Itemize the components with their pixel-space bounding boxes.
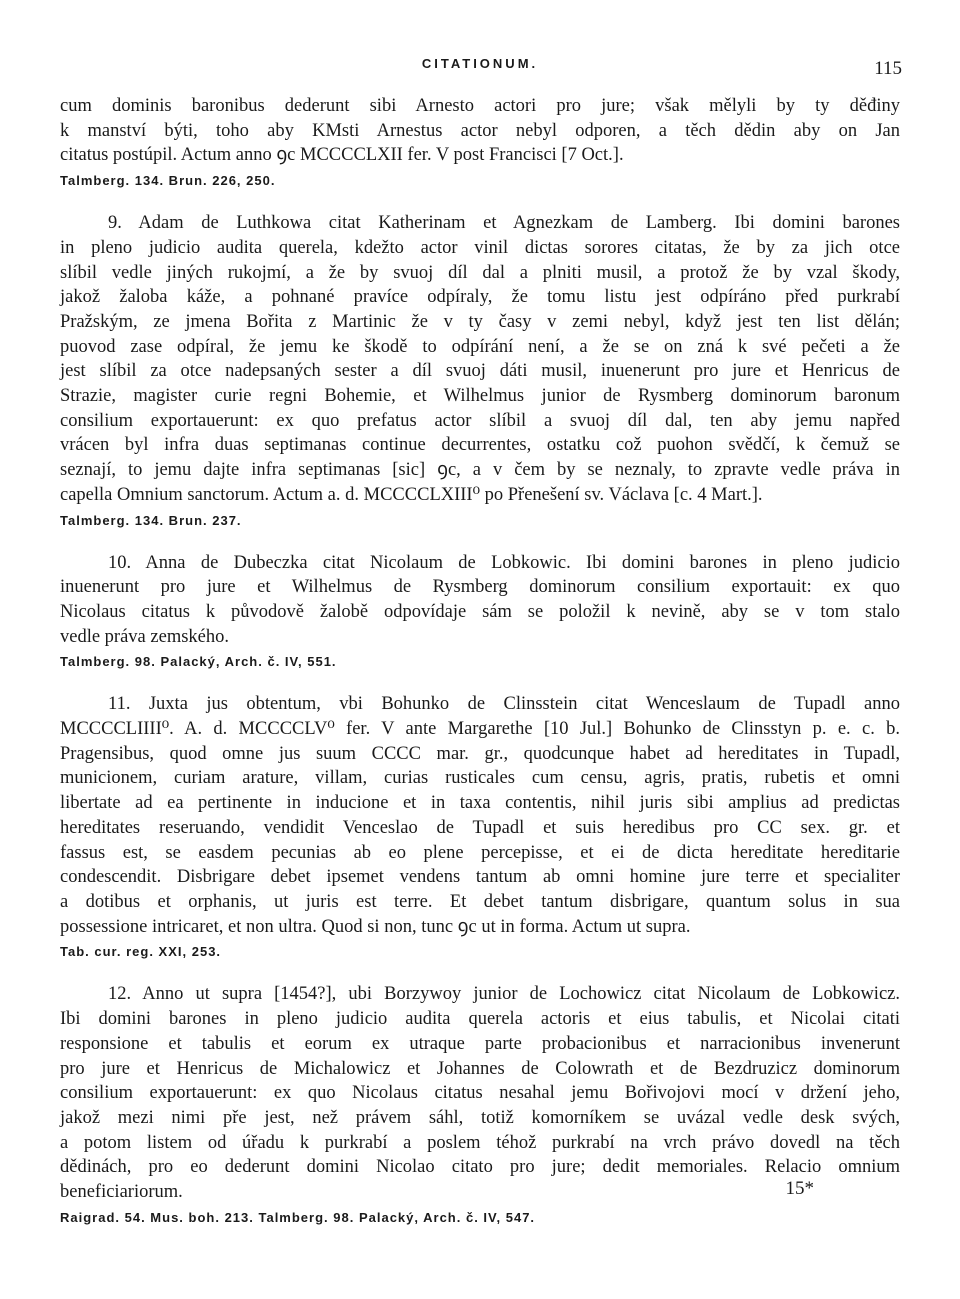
- signature-mark: 15*: [785, 1178, 814, 1199]
- source-reference: Talmberg. 98. Palacký, Arch. č. IV, 551.: [60, 654, 337, 670]
- entry-gap: [60, 528, 900, 551]
- text-line: Pragensibus, quod omne jus suum CCCC mar. gr., quodcunque habet ad hereditates in Tupadl,: [60, 743, 900, 764]
- text-line: a potom listem od úřadu k purkrabí a poslem téhož purkrabí na vrch právo dovedl na těch: [60, 1132, 900, 1153]
- text-line: vedle práva zemského.: [60, 626, 229, 647]
- text-line: k manství býti, toho aby KMsti Arnestus actor nebyl odporen, a těch dědin aby on Jan: [60, 120, 900, 141]
- text-line: 9. Adam de Luthkowa citat Katherinam et Agnezkam de Lamberg. Ibi domini barones: [108, 213, 900, 234]
- text-line: fassus est, se easdem pecunias ab eo plene percepisse, et ei de dicta hereditate hereditarie: [60, 842, 900, 863]
- entry-gap: [60, 959, 900, 982]
- entry-paragraph: [60, 551, 900, 650]
- text-line: possessione intricaret, et non ultra. Quod si non, tunc ꝯc ut in forma. Actum ut supra.: [60, 916, 691, 937]
- source-reference: Raigrad. 54. Mus. boh. 213. Talmberg. 98. Palacký, Arch. č. IV, 547.: [60, 1209, 536, 1225]
- text-line: jest slíbil za otce nadepsaných sester a díl svuoj dáti musil, inuenerunt pro jure et Henricus de: [60, 361, 900, 382]
- text-line: libertate ad ea pertinente in inducione et in taxa contentis, nihil juris sibi amplius ad predictas: [60, 793, 900, 814]
- text-line: dědinách, pro eo dederunt domini Nicolao citato pro jure; dedit memoriales. Relacio omnium: [60, 1157, 900, 1178]
- text-line: Pražským, ze jmena Bořita z Martinic že v ty časy v zemi nebyl, když jest ten list dělán;: [60, 311, 900, 332]
- text-line: puovod zase odpíral, že jemu ke škodě to odpírání není, a že se on zná k své pečeti a že: [60, 336, 900, 357]
- text-line: Strazie, magister curie regni Bohemie, et Wilhelmus junior de Rysmberg dominorum baronum: [60, 386, 900, 407]
- body-text: [60, 94, 900, 1225]
- text-line: jakož mezi nimi pře jest, než právem sáhl, totiž komorníkem se uvázal vedle desk svých,: [60, 1107, 900, 1128]
- text-line: a dotibus et orphanis, ut juris est terre. Et debet tantum disbrigare, quantum solus in sua: [60, 891, 900, 912]
- source-reference: Talmberg. 134. Brun. 237.: [60, 512, 242, 528]
- entry-paragraph: [60, 211, 900, 507]
- text-line: seznají, to jemu dajte infra septimanas [sic] ꝯc, a v čem by se neznaly, to zpravte vedle práva in: [60, 460, 900, 481]
- text-line: MCCCCLIIII⁰. A. d. MCCCCLV⁰ fer. V ante Margarethe [10 Jul.] Bohunko de Clinsstyn p. e. c. b.: [60, 719, 900, 740]
- text-line: 11. Juxta jus obtentum, vbi Bohunko de Clinsstein citat Wenceslaum de Tupadl anno: [108, 694, 900, 715]
- text-line: Nicolaus citatus k původově žalobě odpovídaje sám se položil k nevině, aby se v tom stalo: [60, 601, 900, 622]
- text-line: Ibi domini barones in pleno judicio audita querela actoris et eius tabulis, et Nicolai citati: [60, 1009, 900, 1030]
- entry-gap: [60, 188, 900, 211]
- text-line: pro jure et Henricus de Michalowicz et Johannes de Colowrath et de Bezdruzicz dominorum: [60, 1058, 900, 1079]
- text-line: 12. Anno ut supra [1454?], ubi Borzywoy junior de Lochowicz citat Nicolaum de Lobkowicz.: [108, 984, 900, 1005]
- text-line: citatus postúpil. Actum anno ꝯc MCCCCLXII fer. V post Francisci [7 Oct.].: [60, 145, 624, 166]
- source-reference: Talmberg. 134. Brun. 226, 250.: [60, 173, 276, 189]
- text-line: vrácen byl infra duas septimanas continue decurrentes, ostatku což puohon svědčí, k čemuž se: [60, 435, 900, 456]
- entry-paragraph: [60, 982, 900, 1204]
- text-line: inuenerunt pro jure et Wilhelmus de Rysmberg dominorum consilium exportauit: ex quo: [60, 577, 900, 598]
- entry-paragraph: [60, 94, 900, 168]
- text-line: in pleno judicio audita querela, kdežto actor vinil dictas sorores citatas, že by za jich otce: [60, 237, 900, 258]
- text-line: slíbil vedle jiných rukojmí, a že by svuoj díl dal a plniti musil, a protož že by vzal škody,: [60, 262, 900, 283]
- document-page: [60, 0, 900, 1299]
- text-line: consilium exportauerunt: ex quo Nicolaus citatus nesahal jemu Bořivojovi mocí v držení jeho,: [60, 1083, 900, 1104]
- text-line: consilium exportauerunt: ex quo prefatus actor slíbil a svuoj díl dal, ten aby jemu napřed: [60, 410, 900, 431]
- text-line: 10. Anna de Dubeczka citat Nicolaum de Lobkowic. Ibi domini barones in pleno judicio: [108, 552, 900, 573]
- text-line: municionem, curiam arature, villam, curias rusticales cum censu, agris, pratis, rubetis et omni: [60, 768, 900, 789]
- text-line: condescendit. Disbrigare debet ipsemet vendens tantum ab omni homine jure terre et specialiter: [60, 867, 900, 888]
- text-line: jakož žaloba káže, a pohnané pravíce odpíraly, že tomu listu jest odpíráno před purkrabí: [60, 287, 900, 308]
- source-reference: Tab. cur. reg. XXI, 253.: [60, 944, 222, 960]
- text-line: capella Omnium sanctorum. Actum a. d. MCCCCLXIII⁰ po Přenešení sv. Václava [c. 4 Mart.].: [60, 484, 763, 505]
- entry-gap: [60, 669, 900, 692]
- page-number: 115: [874, 58, 902, 79]
- text-line: responsione et tabulis et eorum ex utraque parte probacionibus et narracionibus invenerunt: [60, 1033, 900, 1054]
- running-title: CITATIONUM.: [421, 56, 539, 71]
- text-line: beneficiariorum.: [60, 1182, 183, 1203]
- text-line: cum dominis baronibus dederunt sibi Arnesto actori pro jure; však mělyli by ty děđiny: [60, 96, 900, 116]
- entry-paragraph: [60, 692, 900, 939]
- text-line: hereditates reseruando, vendidit Venceslao de Tupadl et suis heredibus pro CC sex. gr. et: [60, 817, 900, 838]
